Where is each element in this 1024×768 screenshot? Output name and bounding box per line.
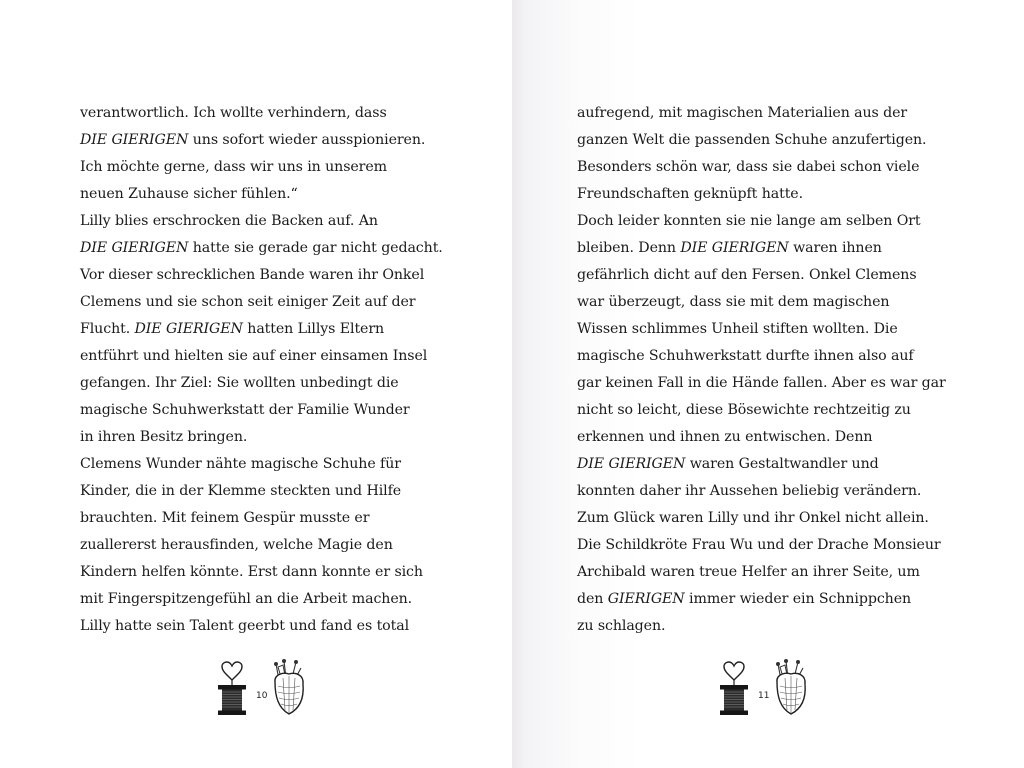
text-line xyxy=(80,586,443,613)
text-segment: Die Schildkröte Frau Wu und der Drache Monsieur xyxy=(577,537,941,553)
text-segment: gar keinen Fall in die Hände fallen. Aber es war gar xyxy=(577,375,946,391)
text-segment: konnten daher ihr Aussehen beliebig verändern. xyxy=(577,483,922,499)
text-line xyxy=(80,208,443,235)
thread-spool-heart-icon xyxy=(212,658,252,718)
text-line xyxy=(80,424,443,451)
text-segment: hatten Lillys Eltern xyxy=(242,321,385,337)
text-line xyxy=(80,100,443,127)
text-line xyxy=(80,613,443,640)
pincushion-icon xyxy=(270,658,308,718)
pincushion-icon xyxy=(772,658,810,718)
text-line xyxy=(577,208,946,235)
page-number: 10 xyxy=(256,691,268,701)
page-number: 11 xyxy=(758,691,770,701)
text-line xyxy=(577,343,946,370)
right-page-footer xyxy=(714,658,824,718)
thread-spool-heart-icon xyxy=(714,658,754,718)
text-line xyxy=(80,505,443,532)
text-line xyxy=(80,397,443,424)
text-segment: Archibald waren treue Helfer an ihrer Seite, um xyxy=(577,564,920,580)
italic-name: DIE GIERIGEN xyxy=(80,240,189,256)
text-segment: Lilly hatte sein Talent geerbt und fand es total xyxy=(80,618,410,634)
text-line xyxy=(577,505,946,532)
text-line xyxy=(80,478,443,505)
text-segment: Flucht. xyxy=(80,321,135,337)
text-segment: verantwortlich. Ich wollte verhindern, dass xyxy=(80,105,387,121)
text-segment: zuallererst herausfinden, welche Magie den xyxy=(80,537,393,553)
text-segment: waren Gestaltwandler und xyxy=(685,456,879,472)
text-line xyxy=(80,343,443,370)
text-segment: Clemens und sie schon seit einiger Zeit auf der xyxy=(80,294,416,310)
text-line xyxy=(577,424,946,451)
text-segment: ganzen Welt die passenden Schuhe anzufertigen. xyxy=(577,132,927,148)
text-line xyxy=(577,289,946,316)
text-segment: Zum Glück waren Lilly und ihr Onkel nicht allein. xyxy=(577,510,929,526)
text-segment: Kinder, die in der Klemme steckten und Hilfe xyxy=(80,483,402,499)
text-segment: entführt und hielten sie auf einer einsamen Insel xyxy=(80,348,428,364)
text-segment: Doch leider konnten sie nie lange am selben Ort xyxy=(577,213,921,229)
italic-name: DIE GIERIGEN xyxy=(577,456,686,472)
text-segment: Wissen schlimmes Unheil stiften wollten. Die xyxy=(577,321,898,337)
italic-name: GIERIGEN xyxy=(607,591,685,607)
text-segment: in ihren Besitz bringen. xyxy=(80,429,248,445)
text-line xyxy=(577,181,946,208)
text-segment: den xyxy=(577,591,608,607)
text-segment: immer wieder ein Schnippchen xyxy=(684,591,912,607)
right-page xyxy=(512,0,1024,768)
right-page-text xyxy=(577,100,946,640)
text-line xyxy=(80,181,443,208)
text-segment: Ich möchte gerne, dass wir uns in unserem xyxy=(80,159,388,175)
text-line xyxy=(577,154,946,181)
text-line xyxy=(577,235,946,262)
text-line xyxy=(80,559,443,586)
italic-name: DIE GIERIGEN xyxy=(134,321,243,337)
text-segment: Vor dieser schrecklichen Bande waren ihr Onkel xyxy=(80,267,425,283)
text-line xyxy=(80,127,443,154)
text-segment: gefährlich dicht auf den Fersen. Onkel Clemens xyxy=(577,267,917,283)
text-segment: bleiben. Denn xyxy=(577,240,681,256)
text-line xyxy=(577,370,946,397)
text-line xyxy=(577,559,946,586)
text-segment: Lilly blies erschrocken die Backen auf. An xyxy=(80,213,378,229)
text-segment: magische Schuhwerkstatt der Familie Wunder xyxy=(80,402,410,418)
text-segment: nicht so leicht, diese Bösewichte rechtzeitig zu xyxy=(577,402,911,418)
text-segment: neuen Zuhause sicher fühlen.“ xyxy=(80,186,298,202)
text-line xyxy=(577,397,946,424)
left-page-text xyxy=(80,100,443,640)
text-segment: Clemens Wunder nähte magische Schuhe für xyxy=(80,456,401,472)
text-line xyxy=(80,262,443,289)
text-segment: mit Fingerspitzengefühl an die Arbeit machen. xyxy=(80,591,413,607)
text-segment: hatte sie gerade gar nicht gedacht. xyxy=(188,240,443,256)
text-segment: Besonders schön war, dass sie dabei schon viele xyxy=(577,159,920,175)
italic-name: DIE GIERIGEN xyxy=(80,132,189,148)
text-line xyxy=(80,451,443,478)
text-segment: aufregend, mit magischen Materialien aus der xyxy=(577,105,908,121)
text-segment: Kindern helfen könnte. Erst dann konnte er sich xyxy=(80,564,423,580)
text-line xyxy=(80,316,443,343)
text-segment: zu schlagen. xyxy=(577,618,666,634)
text-line xyxy=(80,532,443,559)
text-segment: brauchten. Mit feinem Gespür musste er xyxy=(80,510,370,526)
text-line xyxy=(577,316,946,343)
text-line xyxy=(577,613,946,640)
text-line xyxy=(577,262,946,289)
text-line xyxy=(577,532,946,559)
text-segment: magische Schuhwerkstatt durfte ihnen also auf xyxy=(577,348,914,364)
text-segment: Freundschaften geknüpft hatte. xyxy=(577,186,803,202)
text-segment: war überzeugt, dass sie mit dem magischen xyxy=(577,294,890,310)
text-line xyxy=(577,100,946,127)
left-page-footer xyxy=(212,658,322,718)
text-segment: gefangen. Ihr Ziel: Sie wollten unbedingt die xyxy=(80,375,399,391)
text-line xyxy=(80,289,443,316)
text-line xyxy=(577,586,946,613)
text-segment: waren ihnen xyxy=(788,240,882,256)
text-line xyxy=(80,235,443,262)
text-line xyxy=(577,127,946,154)
text-line xyxy=(577,478,946,505)
text-segment: uns sofort wieder ausspionieren. xyxy=(188,132,426,148)
text-segment: erkennen und ihnen zu entwischen. Denn xyxy=(577,429,873,445)
text-line xyxy=(80,154,443,181)
text-line xyxy=(577,451,946,478)
italic-name: DIE GIERIGEN xyxy=(680,240,789,256)
text-line xyxy=(80,370,443,397)
